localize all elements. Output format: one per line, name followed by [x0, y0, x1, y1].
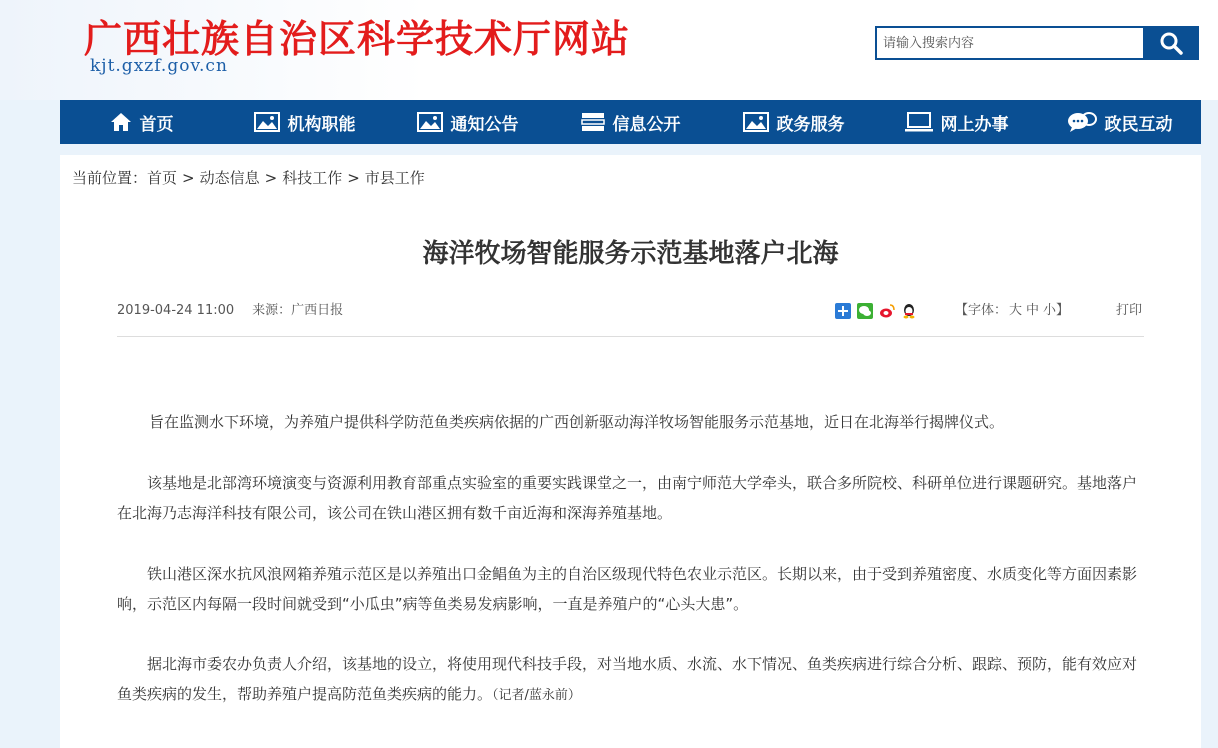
nav-label: 信息公开: [612, 114, 681, 135]
nav-online-services[interactable]: [875, 110, 1038, 135]
font-size-control: [955, 299, 1071, 318]
nav-organization[interactable]: [223, 110, 386, 135]
breadcrumb-link[interactable]: 动态信息: [199, 169, 260, 187]
share-plus-icon[interactable]: [835, 303, 851, 319]
breadcrumb-separator: >: [264, 169, 278, 187]
breadcrumb-link[interactable]: 首页: [147, 169, 178, 187]
search-button[interactable]: [1143, 28, 1197, 58]
picture-icon: [743, 112, 769, 132]
article-paragraph: [117, 407, 1147, 437]
breadcrumb-prefix: 当前位置：: [72, 169, 148, 187]
article-title: 海洋牧场智能服务示范基地落户北海: [422, 239, 839, 269]
nav-home[interactable]: [60, 110, 223, 135]
breadcrumb-link[interactable]: 市县工作: [364, 169, 425, 187]
publish-date: 2019-04-24 11:00: [117, 303, 235, 318]
picture-icon: [254, 112, 280, 132]
monitor-icon: [905, 112, 933, 132]
breadcrumb-separator: >: [347, 169, 360, 187]
article-paragraph: [117, 468, 1147, 528]
font-medium-button[interactable]: 中: [1026, 303, 1040, 318]
home-icon: [110, 112, 132, 132]
nav-interaction[interactable]: [1038, 110, 1201, 135]
font-size-label: 【字体：: [955, 303, 1008, 318]
wechat-icon[interactable]: [857, 303, 873, 319]
nav-label: 通知公告: [450, 114, 519, 135]
qq-icon[interactable]: [901, 303, 917, 319]
paragraph-text: 铁山港区深水抗风浪网箱养殖示范区是以养殖出口金鲳鱼为主的自治区级现代特色农业示范区。长期以来，由于受到养殖密度、水质变化等方面因素影响，示范区内每隔一段时间就受到“小瓜虫”病等鱼类易发病影响，一直是养殖户的“心头大患”。: [117, 565, 1138, 613]
weibo-icon[interactable]: [879, 303, 895, 319]
site-domain: kjt.gxzf.gov.cn: [90, 56, 228, 76]
article-paragraph: [117, 649, 1147, 711]
article-container: [60, 155, 1201, 748]
search-input[interactable]: [877, 28, 1143, 58]
meta-divider: [117, 336, 1144, 337]
breadcrumb-link[interactable]: 科技工作: [282, 169, 343, 187]
chat-icon: [1067, 111, 1097, 133]
article-source: 来源：广西日报: [252, 303, 344, 318]
paragraph-text: 该基地是北部湾环境演变与资源利用教育部重点实验室的重要实践课堂之一，由南宁师范大学牵头，联合多所院校、科研单位进行课题研究。基地落户在北海乃志海洋科技有限公司，该公司在铁山港区拥有数千亩近海和深海养殖基地。: [117, 474, 1138, 522]
nav-notices[interactable]: [386, 110, 549, 135]
list-icon: [581, 112, 605, 132]
breadcrumb: [72, 167, 425, 188]
print-button[interactable]: 打印: [1116, 303, 1143, 318]
reporter-credit: （记者/蓝永前）: [492, 688, 581, 703]
font-small-button[interactable]: 小】: [1043, 303, 1070, 318]
nav-label: 机构职能: [287, 114, 356, 135]
nav-gov-services[interactable]: [712, 110, 875, 135]
search-icon: [1159, 31, 1183, 55]
nav-info-disclosure[interactable]: [549, 110, 712, 135]
breadcrumb-separator: >: [182, 169, 195, 187]
article-paragraph: [117, 559, 1147, 619]
nav-label: 网上办事: [940, 114, 1009, 135]
article-meta: [117, 299, 343, 318]
nav-label: 政务服务: [776, 114, 845, 135]
search-box: [875, 26, 1199, 60]
picture-icon: [417, 112, 443, 132]
main-nav: [60, 100, 1201, 144]
share-bar: [835, 303, 923, 319]
nav-label: 政民互动: [1104, 114, 1173, 135]
site-title: 广西壮族自治区科学技术厅网站: [84, 17, 631, 61]
font-large-button[interactable]: 大: [1009, 303, 1023, 318]
paragraph-text: 旨在监测水下环境，为养殖户提供科学防范鱼类疾病依据的广西创新驱动海洋牧场智能服务示范基地，近日在北海举行揭牌仪式。: [149, 413, 1005, 431]
paragraph-text: 据北海市委农办负责人介绍，该基地的设立，将使用现代科技手段，对当地水质、水流、水下情况、鱼类疾病进行综合分析、跟踪、预防，能有效应对鱼类疾病的发生，帮助养殖户提高防范鱼类疾病的能力。: [117, 655, 1138, 703]
nav-label: 首页: [139, 114, 174, 135]
